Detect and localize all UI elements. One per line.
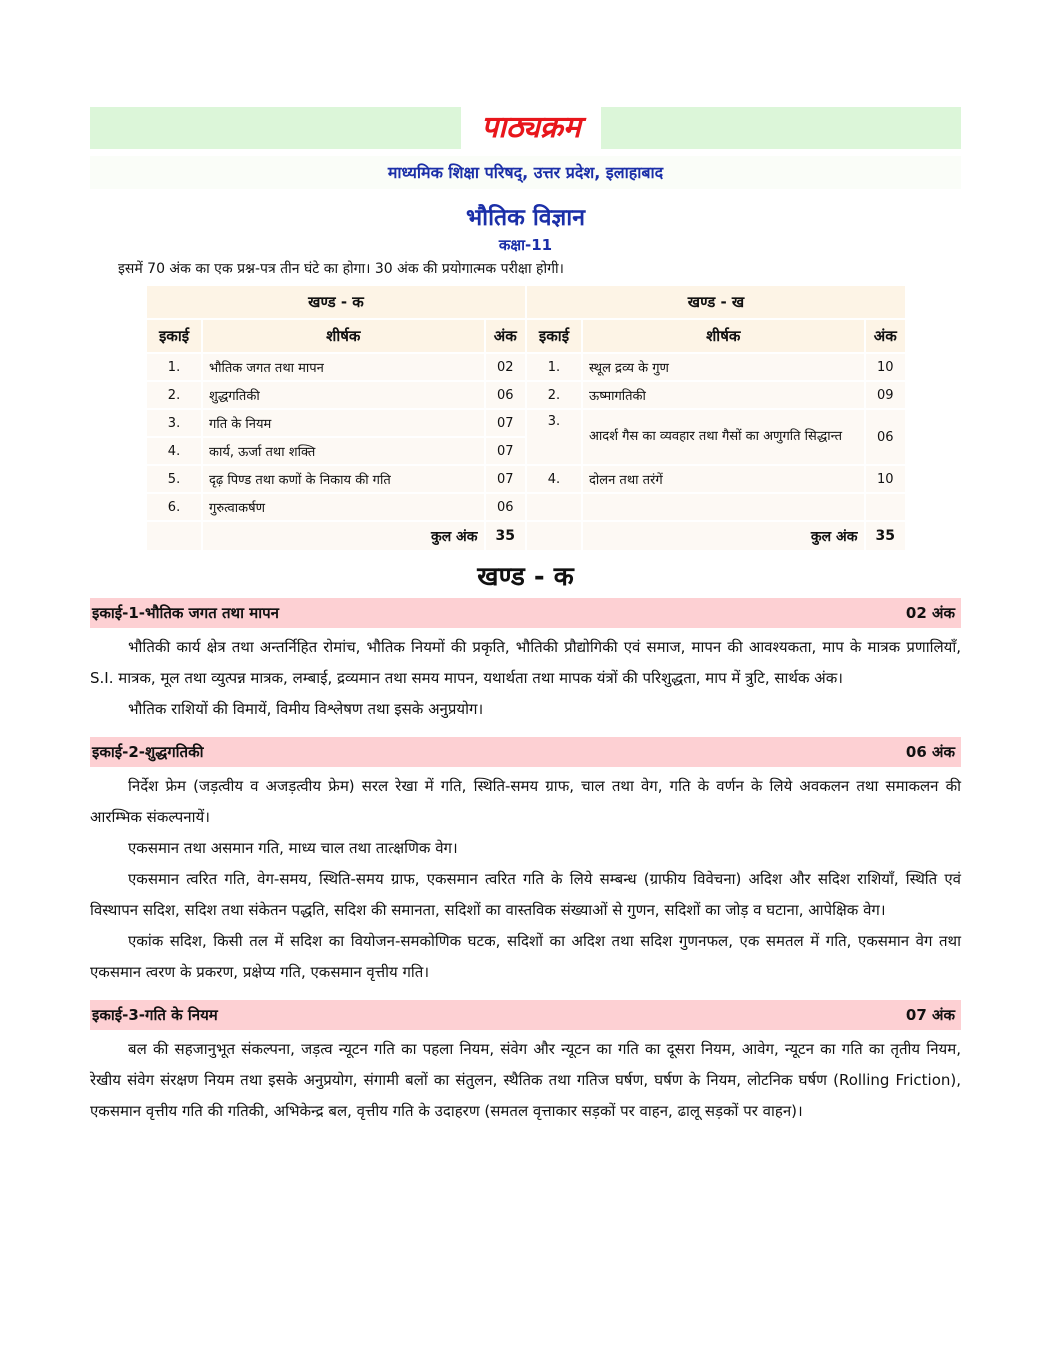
unit-paragraph: निर्देश फ्रेम (जड़त्वीय व अजड़त्वीय फ्रेम) सरल रेखा में गति, स्थिति-समय ग्राफ, चाल तथा वेग, गति के वर्णन के लिये अवकलन तथा समाकलन की आरम्भिक संकल्पनायें। [90,777,961,826]
table-row [147,494,905,520]
unit-marks: 06 [866,410,906,464]
empty-cell [866,494,906,520]
table-row [147,382,905,408]
empty-cell [147,522,201,550]
marks-distribution-table [145,284,907,552]
unit-topic: दोलन तथा तरंगें [583,466,864,492]
unit-marks: 06 अंक [905,743,955,761]
empty-cell [527,522,581,550]
total-label-a: कुल अंक [203,522,484,550]
unit-paragraph: बल की सहजानुभूत संकल्पना, जड़त्व न्यूटन गति का पहला नियम, संवेग और न्यूटन का गति का दूसरा नियम, आवेग, न्यूटन का गति का तृतीय नियम, रेखीय संवेग संरक्षण नियम तथा इसके अनुप्रयोग, संगामी बलों का संतुलन, स्थैतिक तथा गतिज घर्षण, घर्षण के नियम, लोटनिक घर्षण (Rolling Friction), एकसमान वृत्तीय गति की गतिकी, अभिकेन्द्र बल, वृत्तीय गति के उदाहरण (समतल वृत्ताकार सड़कों पर वाहन, ढालू सड़कों पर वाहन)। [90,1040,961,1120]
unit-topic: शुद्धगतिकी [203,382,484,408]
total-row [147,522,905,550]
unit-2 [90,737,961,992]
unit-num: 2. [147,382,201,408]
col-marks-a: अंक [486,320,525,352]
unit-marks: 10 [866,354,906,380]
unit-num: 4. [527,466,581,492]
unit-marks: 02 [486,354,525,380]
unit-title: इकाई-3-गति के नियम [92,1006,218,1024]
unit-topic: भौतिक जगत तथा मापन [203,354,484,380]
unit-marks: 07 [486,438,525,464]
unit-marks: 10 [866,466,906,492]
unit-num: 3. [147,410,201,436]
unit-3 [90,1000,961,1131]
unit-topic: गति के नियम [203,410,484,436]
table-row [147,354,905,380]
total-label-b: कुल अंक [583,522,864,550]
page-title: पाठ्यक्रम [481,110,581,145]
syllabus-page [90,107,961,1131]
col-marks-b: अंक [866,320,906,352]
title-box [461,107,601,149]
unit-marks: 07 अंक [905,1006,955,1024]
unit-marks: 07 [486,410,525,436]
table-row [147,410,905,436]
unit-topic: स्थूल द्रव्य के गुण [583,354,864,380]
unit-topic: दृढ़ पिण्ड तथा कणों के निकाय की गति [203,466,484,492]
unit-paragraph: एकसमान त्वरित गति, वेग-समय, स्थिति-समय ग्राफ, एकसमान त्वरित गति के लिये सम्बन्ध (ग्राफीय विवेचना) अदिश और सदिश राशियाँ, स्थिति एवं विस्थापन सदिश, सदिश तथा संकेतन पद्धति, सदिश की समानता, सदिशों का वास्तविक संख्याओं से गुणन, सदिशों का जोड़ व घटाना, आपेक्षिक वेग। [90,870,961,919]
exam-intro: इसमें 70 अंक का एक प्रश्न-पत्र तीन घंटे का होगा। 30 अंक की प्रयोगात्मक परीक्षा होगी। [118,261,564,277]
unit-paragraph: भौतिकी कार्य क्षेत्र तथा अन्तर्निहित रोमांच, भौतिक नियमों की प्रकृति, भौतिकी प्रौद्योगिकी एवं समाज, मापन की आवश्यकता, माप के मात्रक प्रणालियाँ, S.I. मात्रक, मूल तथा व्युत्पन्न मात्रक, लम्बाई, द्रव्यमान तथा समय मापन, यथार्थता तथा मापक यंत्रों की परिशुद्धता, माप में त्रुटि, सार्थक अंक। [90,638,961,687]
unit-num: 6. [147,494,201,520]
class-label: कक्षा-11 [498,236,553,254]
unit-num: 1. [527,354,581,380]
unit-num: 4. [147,438,201,464]
unit-1 [90,598,961,729]
unit-title: इकाई-2-शुद्धगतिकी [92,743,204,761]
total-marks-a: 35 [486,522,525,550]
board-name: माध्यमिक शिक्षा परिषद्, उत्तर प्रदेश, इलाहाबाद [387,163,664,182]
unit-header [90,1000,961,1030]
unit-num: 2. [527,382,581,408]
unit-header [90,598,961,628]
unit-title: इकाई-1-भौतिक जगत तथा मापन [92,604,279,622]
total-marks-b: 35 [866,522,906,550]
unit-paragraph: एकांक सदिश, किसी तल में सदिश का वियोजन-समकोणिक घटक, सदिशों का अदिश तथा सदिश गुणनफल, एक समतल में गति, एकसमान वेग तथा एकसमान त्वरण के प्रकरण, प्रक्षेप्य गति, एकसमान वृत्तीय गति। [90,932,961,981]
table-row [147,466,905,492]
empty-cell [583,494,864,520]
unit-header [90,737,961,767]
unit-num: 5. [147,466,201,492]
unit-marks: 09 [866,382,906,408]
unit-topic: गुरुत्वाकर्षण [203,494,484,520]
board-band [90,156,961,189]
unit-paragraph: एकसमान तथा असमान गति, माध्य चाल तथा तात्क्षणिक वेग। [128,839,458,857]
khand-a-header: खण्ड - क [147,286,525,318]
col-topic-a: शीर्षक [203,320,484,352]
khand-b-header: खण्ड - ख [527,286,905,318]
unit-marks: 07 [486,466,525,492]
unit-topic: ऊष्मागतिकी [583,382,864,408]
unit-topic: कार्य, ऊर्जा तथा शक्ति [203,438,484,464]
subject-title: भौतिक विज्ञान [465,205,586,231]
unit-marks: 02 अंक [905,604,955,622]
unit-marks: 06 [486,382,525,408]
col-unit-b: इकाई [527,320,581,352]
unit-topic: आदर्श गैस का व्यवहार तथा गैसों का अणुगति सिद्धान्त [583,410,864,464]
section-title: खण्ड - क [477,562,574,592]
unit-marks: 06 [486,494,525,520]
unit-paragraph: भौतिक राशियों की विमायें, विमीय विश्लेषण तथा इसके अनुप्रयोग। [128,700,484,718]
empty-cell [527,494,581,520]
col-unit-a: इकाई [147,320,201,352]
unit-num: 3. [527,410,581,464]
title-band [90,107,961,149]
col-topic-b: शीर्षक [583,320,864,352]
unit-num: 1. [147,354,201,380]
